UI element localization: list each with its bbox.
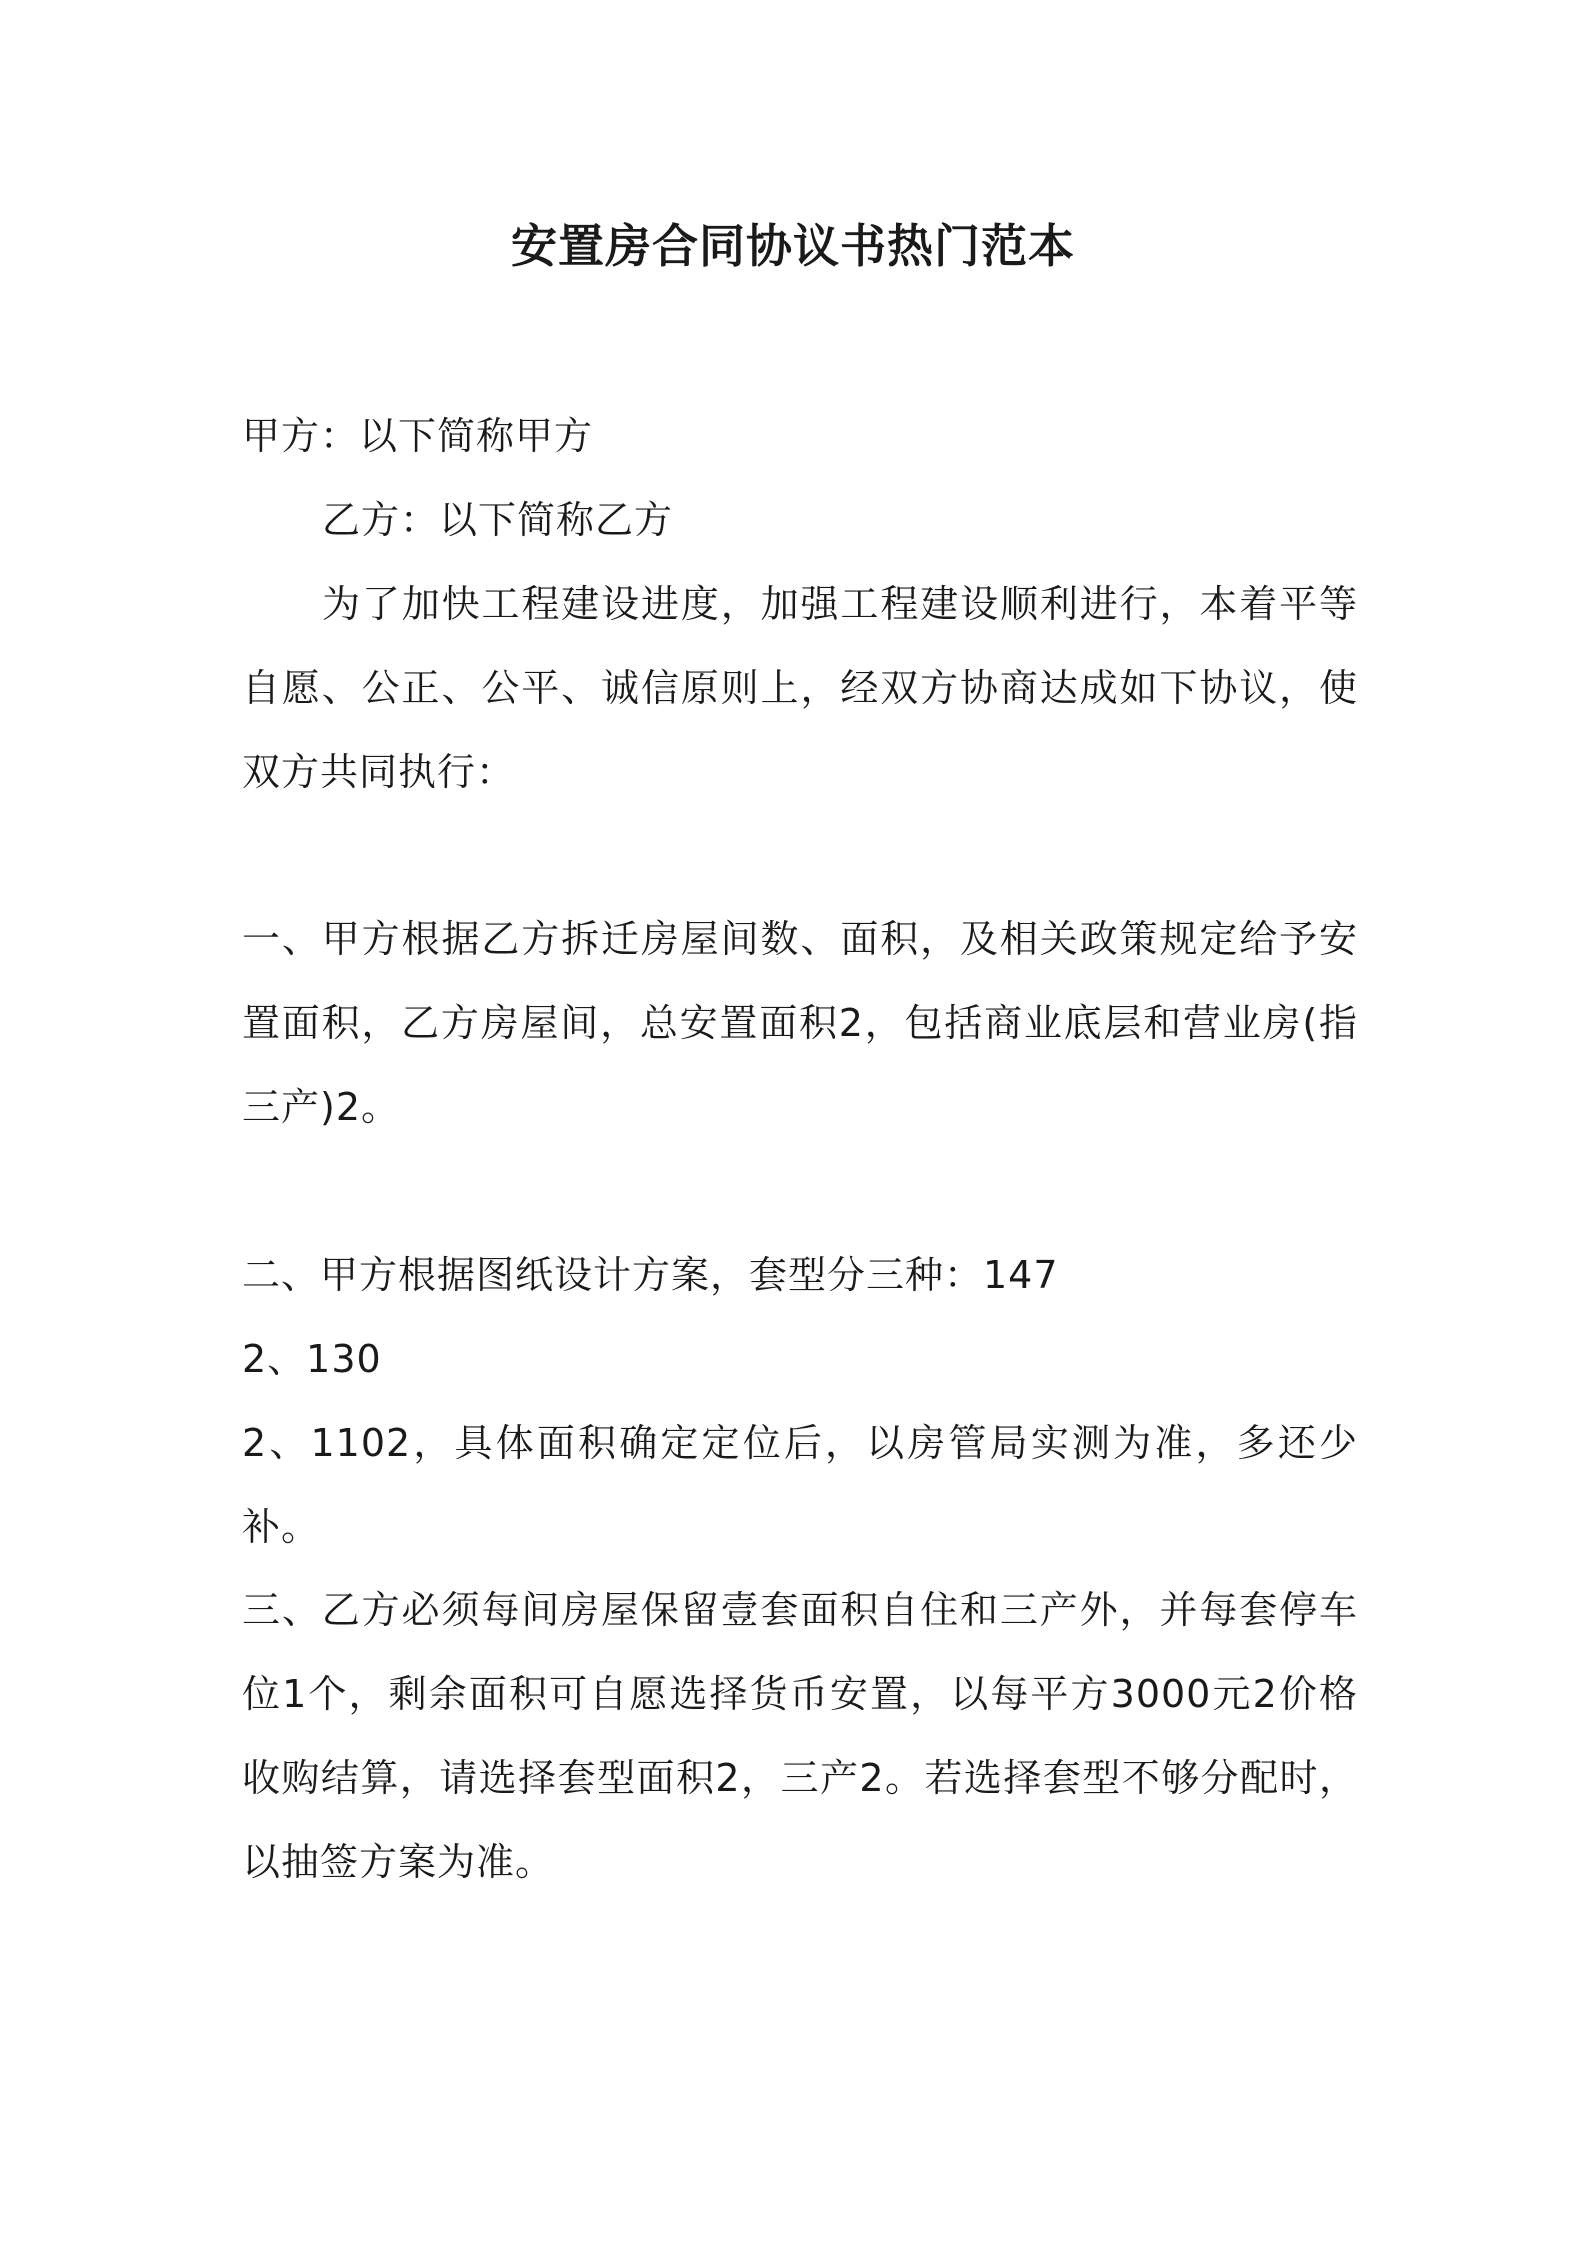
clause-2-line-2: 2、130 — [242, 1337, 382, 1381]
document-title: 安置房合同协议书热门范本 — [511, 219, 1075, 273]
clause-2-block — [242, 1233, 1358, 1569]
preamble-paragraph: 为了加快工程建设进度，加强工程建设顺利进行，本着平等自愿、公正、公平、诚信原则上，经双方协商达成如下协议，使双方共同执行： — [242, 582, 1358, 794]
clause-2-line-3: 2、1102，具体面积确定定位后，以房管局实测为准，多还少补。 — [242, 1421, 1358, 1549]
clause-3-block — [242, 1568, 1358, 1904]
parties-block — [242, 394, 1358, 814]
clause-2-line-1: 二、甲方根据图纸设计方案，套型分三种：147 — [242, 1253, 1059, 1297]
party-a-line: 甲方：以下简称甲方 — [242, 414, 594, 458]
clause-1-block — [242, 897, 1358, 1149]
clause-1-paragraph: 一、甲方根据乙方拆迁房屋间数、面积，及相关政策规定给予安置面积，乙方房屋间，总安置面积2，包括商业底层和营业房(指三产)2。 — [242, 917, 1358, 1129]
clause-3-paragraph: 三、乙方必须每间房屋保留壹套面积自住和三产外，并每套停车位1个，剩余面积可自愿选择货币安置，以每平方3000元2价格收购结算，请选择套型面积2，三产2。若选择套型不够分配时，以抽签方案为准。 — [242, 1588, 1358, 1884]
party-b-line: 乙方：以下简称乙方 — [322, 498, 674, 542]
